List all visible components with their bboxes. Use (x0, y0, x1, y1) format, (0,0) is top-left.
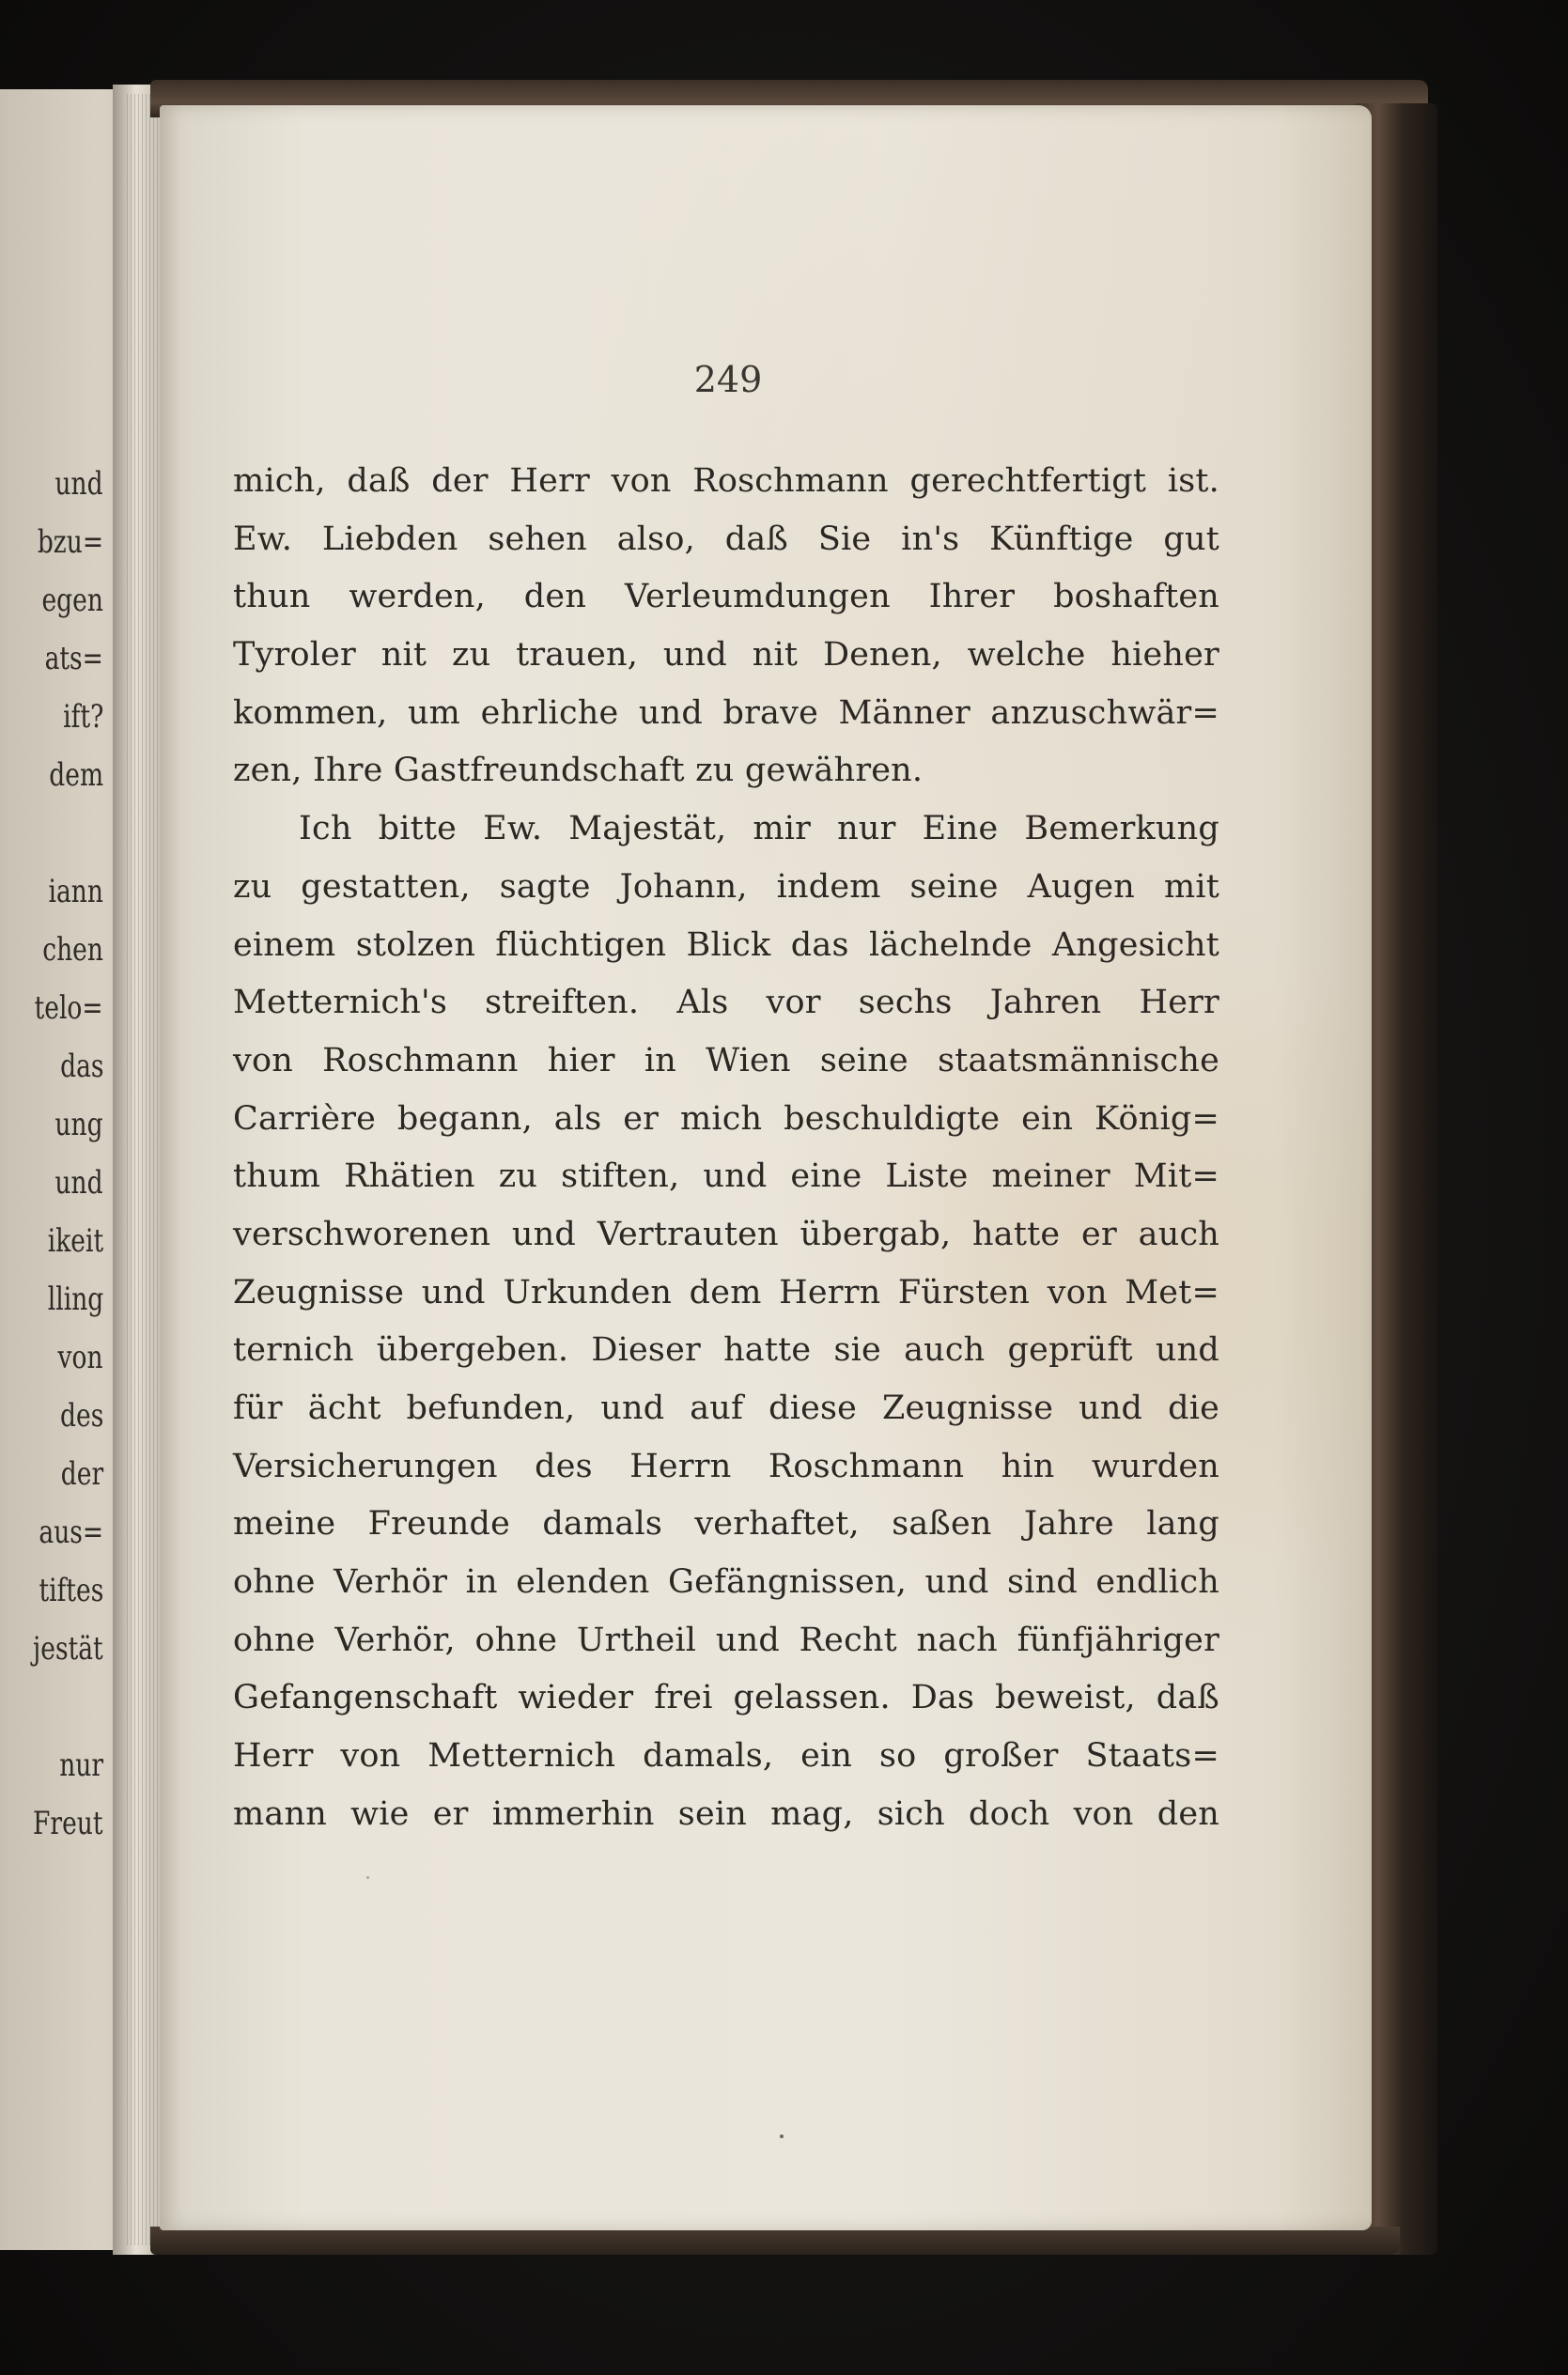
text-line: meine Freunde damals verhaftet, saßen Jahre lang (233, 1505, 1219, 1544)
text-line: Zeugnisse und Urkunden dem Herrn Fürsten von Met= (233, 1273, 1219, 1312)
text-line: Ich bitte Ew. Majestät, mir nur Eine Bemerkung (299, 810, 1219, 848)
text-line: Herr von Metternich damals, ein so großer Staats= (233, 1737, 1219, 1776)
left-page-fragment: der (60, 1455, 103, 1493)
body-text (233, 453, 1219, 1844)
text-line: Tyroler nit zu trauen, und nit Denen, welche hieher (233, 636, 1219, 675)
text-line: für ächt befunden, und auf diese Zeugnisse und die (233, 1389, 1219, 1427)
left-page-fragment: egen (41, 582, 103, 619)
paper-speck (366, 1876, 369, 1879)
text-line: mann wie er immerhin sein mag, sich doch von den (233, 1794, 1219, 1833)
text-line: kommen, um ehrliche und brave Männer anzuschwär= (233, 693, 1219, 732)
left-page-fragment: ikeit (47, 1222, 103, 1260)
text-line: von Roschmann hier in Wien seine staatsmännische (233, 1041, 1219, 1079)
left-page-fragment: chen (42, 931, 103, 969)
text-line: zen, Ihre Gastfreundschaft zu gewähren. (233, 752, 924, 790)
paper-speck (780, 2134, 784, 2138)
left-page-fragment: telo= (34, 989, 103, 1027)
page-number: 249 (693, 359, 763, 400)
left-page-fragment: jestät (33, 1630, 103, 1668)
text-line: Metternich's streiften. Als vor sechs Jahren Herr (233, 984, 1219, 1022)
left-page-fragment: und (54, 465, 103, 503)
left-page-fragment: von (57, 1339, 103, 1376)
left-page-fragment: tiftes (39, 1572, 103, 1609)
text-line: mich, daß der Herr von Roschmann gerechtfertigt ist. (233, 462, 1219, 500)
left-page-fragment: ift? (62, 698, 103, 736)
left-page-fragment: Freut (33, 1805, 103, 1842)
left-page-fragment: nur (59, 1746, 103, 1784)
text-line: einem stolzen flüchtigen Blick das lächelnde Angesicht (233, 925, 1219, 964)
left-page-fragment: dem (49, 756, 103, 794)
text-line: ternich übergeben. Dieser hatte sie auch geprüft und (233, 1331, 1219, 1370)
text-line: ohne Verhör in elenden Gefängnissen, und sind endlich (233, 1563, 1219, 1602)
left-page-fragment: bzu= (37, 523, 103, 561)
text-line: Ew. Liebden sehen also, daß Sie in's Künftige gut (233, 520, 1219, 558)
text-line: zu gestatten, sagte Johann, indem seine Augen mit (233, 867, 1219, 906)
right-page (160, 105, 1372, 2230)
left-page-fragment: aus= (39, 1513, 103, 1551)
left-page-fragment: das (59, 1048, 103, 1085)
left-page-fragment: und (54, 1164, 103, 1202)
left-page-fragment: ung (54, 1106, 103, 1143)
cover-edge-bottom (150, 2227, 1400, 2255)
text-line: ohne Verhör, ohne Urtheil und Recht nach fünfjähriger (233, 1621, 1219, 1659)
text-line: verschworenen und Vertrauten übergab, hatte er auch (233, 1215, 1219, 1253)
text-line: Gefangenschaft wieder frei gelassen. Das beweist, daß (233, 1679, 1219, 1717)
left-page-fragment: lling (47, 1281, 103, 1318)
page-edges (127, 94, 164, 2245)
left-page-fragment: ats= (44, 640, 103, 677)
text-line: thun werden, den Verleumdungen Ihrer boshaften (233, 578, 1219, 616)
text-line: Carrière begann, als er mich beschuldigte ein König= (233, 1099, 1219, 1138)
left-page-fragment: des (59, 1397, 103, 1435)
left-page-fragment: iann (48, 873, 103, 910)
text-line: thum Rhätien zu stiften, und eine Liste meiner Mit= (233, 1157, 1219, 1196)
text-line: Versicherungen des Herrn Roschmann hin wurden (233, 1447, 1219, 1485)
